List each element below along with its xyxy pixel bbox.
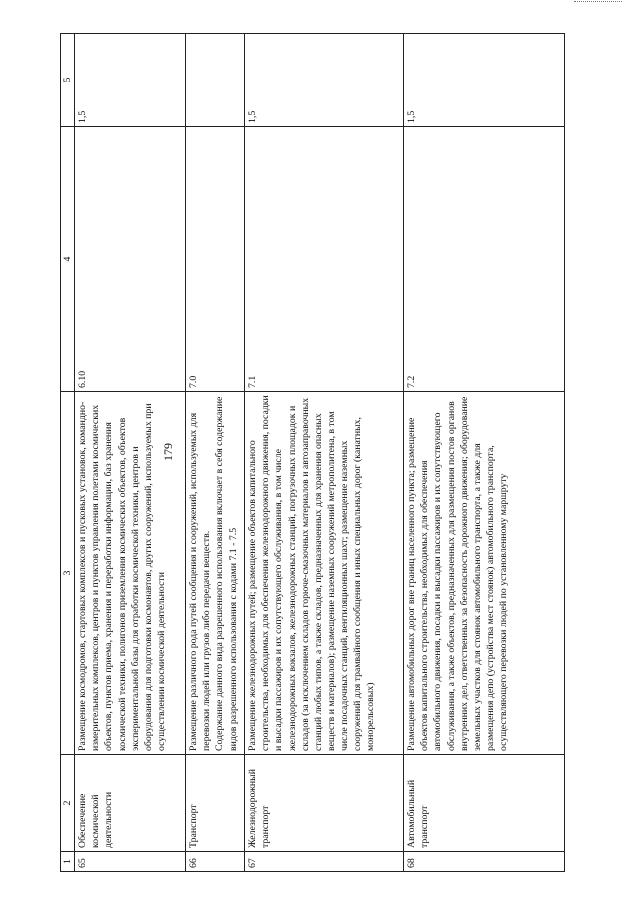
table-row <box>245 34 404 872</box>
row-number: 68 <box>404 852 565 872</box>
rotated-page-content <box>60 34 605 872</box>
use-type-name: Железнодорожный транспорт <box>245 755 404 852</box>
use-type-description <box>186 392 245 755</box>
row-number: 67 <box>245 852 404 872</box>
use-type-description: Размещение железнодорожных путей; размещение объектов капитального строительства, необходимых для обеспечения железнодорожного движения, посадки и высадки пассажиров и их сопутствующего обслуживания, в том числе железнодорожных вокзалов, железнодорожных станций, погрузочных площадок и складов (за исключением складов горюче-смазочных материалов и автозаправочных станций любых типов, а также складов, предназначенных для хранения опасных веществ и материалов); размещение наземных сооружений метрополитена, в том числе посадочных станций, вентиляционных шахт; размещение наземных сооружений для трамвайного сообщения и иных специальных дорог (канатных, монорельсовых) <box>245 392 404 755</box>
use-type-name: Транспорт <box>186 755 245 852</box>
coefficient-value: 1,5 <box>404 34 565 127</box>
coefficient-value: 1,5 <box>245 34 404 127</box>
header-col-3: 3 <box>61 392 75 755</box>
land-use-table <box>60 33 565 872</box>
use-type-name: Автомобильный транспорт <box>404 755 565 852</box>
header-col-4: 4 <box>61 127 75 392</box>
use-type-description: Размещение космодромов, стартовых комплексов и пусковых установок, командно-измерительных комплексов, центров и пунктов управления полетами космических объектов, пунктов приема, хранения и переработки информации, баз хранения космической техники, полигонов приземления космических объектов, объектов экспериментальной базы для отработки космической техники, центров и оборудования для подготовки космонавтов, других сооружений, используемых при осуществлении космической деятельности <box>75 392 186 755</box>
table-row <box>404 34 565 872</box>
use-type-code: 6.10 <box>75 127 186 392</box>
coefficient-value <box>186 34 245 127</box>
use-type-code: 7.1 <box>245 127 404 392</box>
use-type-description: Размещение автомобильных дорог вне границ населенного пункта; размещение объектов капитального строительства, необходимых для обеспечения автомобильного движения, посадки и высадки пассажиров и их сопутствующего обслуживания, а также объектов, предназначенных для размещения постов органов внутренних дел, ответственных за безопасность дорожного движения; оборудование земельных участков для стоянок автомобильного транспорта, а также для размещения депо (устройства мест стоянок) автомобильного транспорта, осуществляющего перевозки людей по установленному маршруту <box>404 392 565 755</box>
scan-edge-mark <box>574 1 622 2</box>
use-type-name: Обеспечение космической деятельности <box>75 755 186 852</box>
page-number: 179 <box>161 443 175 461</box>
header-col-1: 1 <box>61 852 75 872</box>
row-number: 66 <box>186 852 245 872</box>
header-col-2: 2 <box>61 755 75 852</box>
header-col-5: 5 <box>61 34 75 127</box>
table-row <box>186 34 245 872</box>
table-row <box>75 34 186 872</box>
row-number: 65 <box>75 852 186 872</box>
table-header-row <box>61 34 75 872</box>
description-extra-text: Содержание данного вида разрешенного использования включает в себя содержание видов разрешенного использования с кодами 7.1 - 7.5 <box>214 396 239 751</box>
description-text: Размещение различного рода путей сообщения и сооружений, используемых для перевозки людей или грузов либо передачи веществ. <box>188 412 213 751</box>
coefficient-value: 1,5 <box>75 34 186 127</box>
use-type-code: 7.0 <box>186 127 245 392</box>
use-type-code: 7.2 <box>404 127 565 392</box>
